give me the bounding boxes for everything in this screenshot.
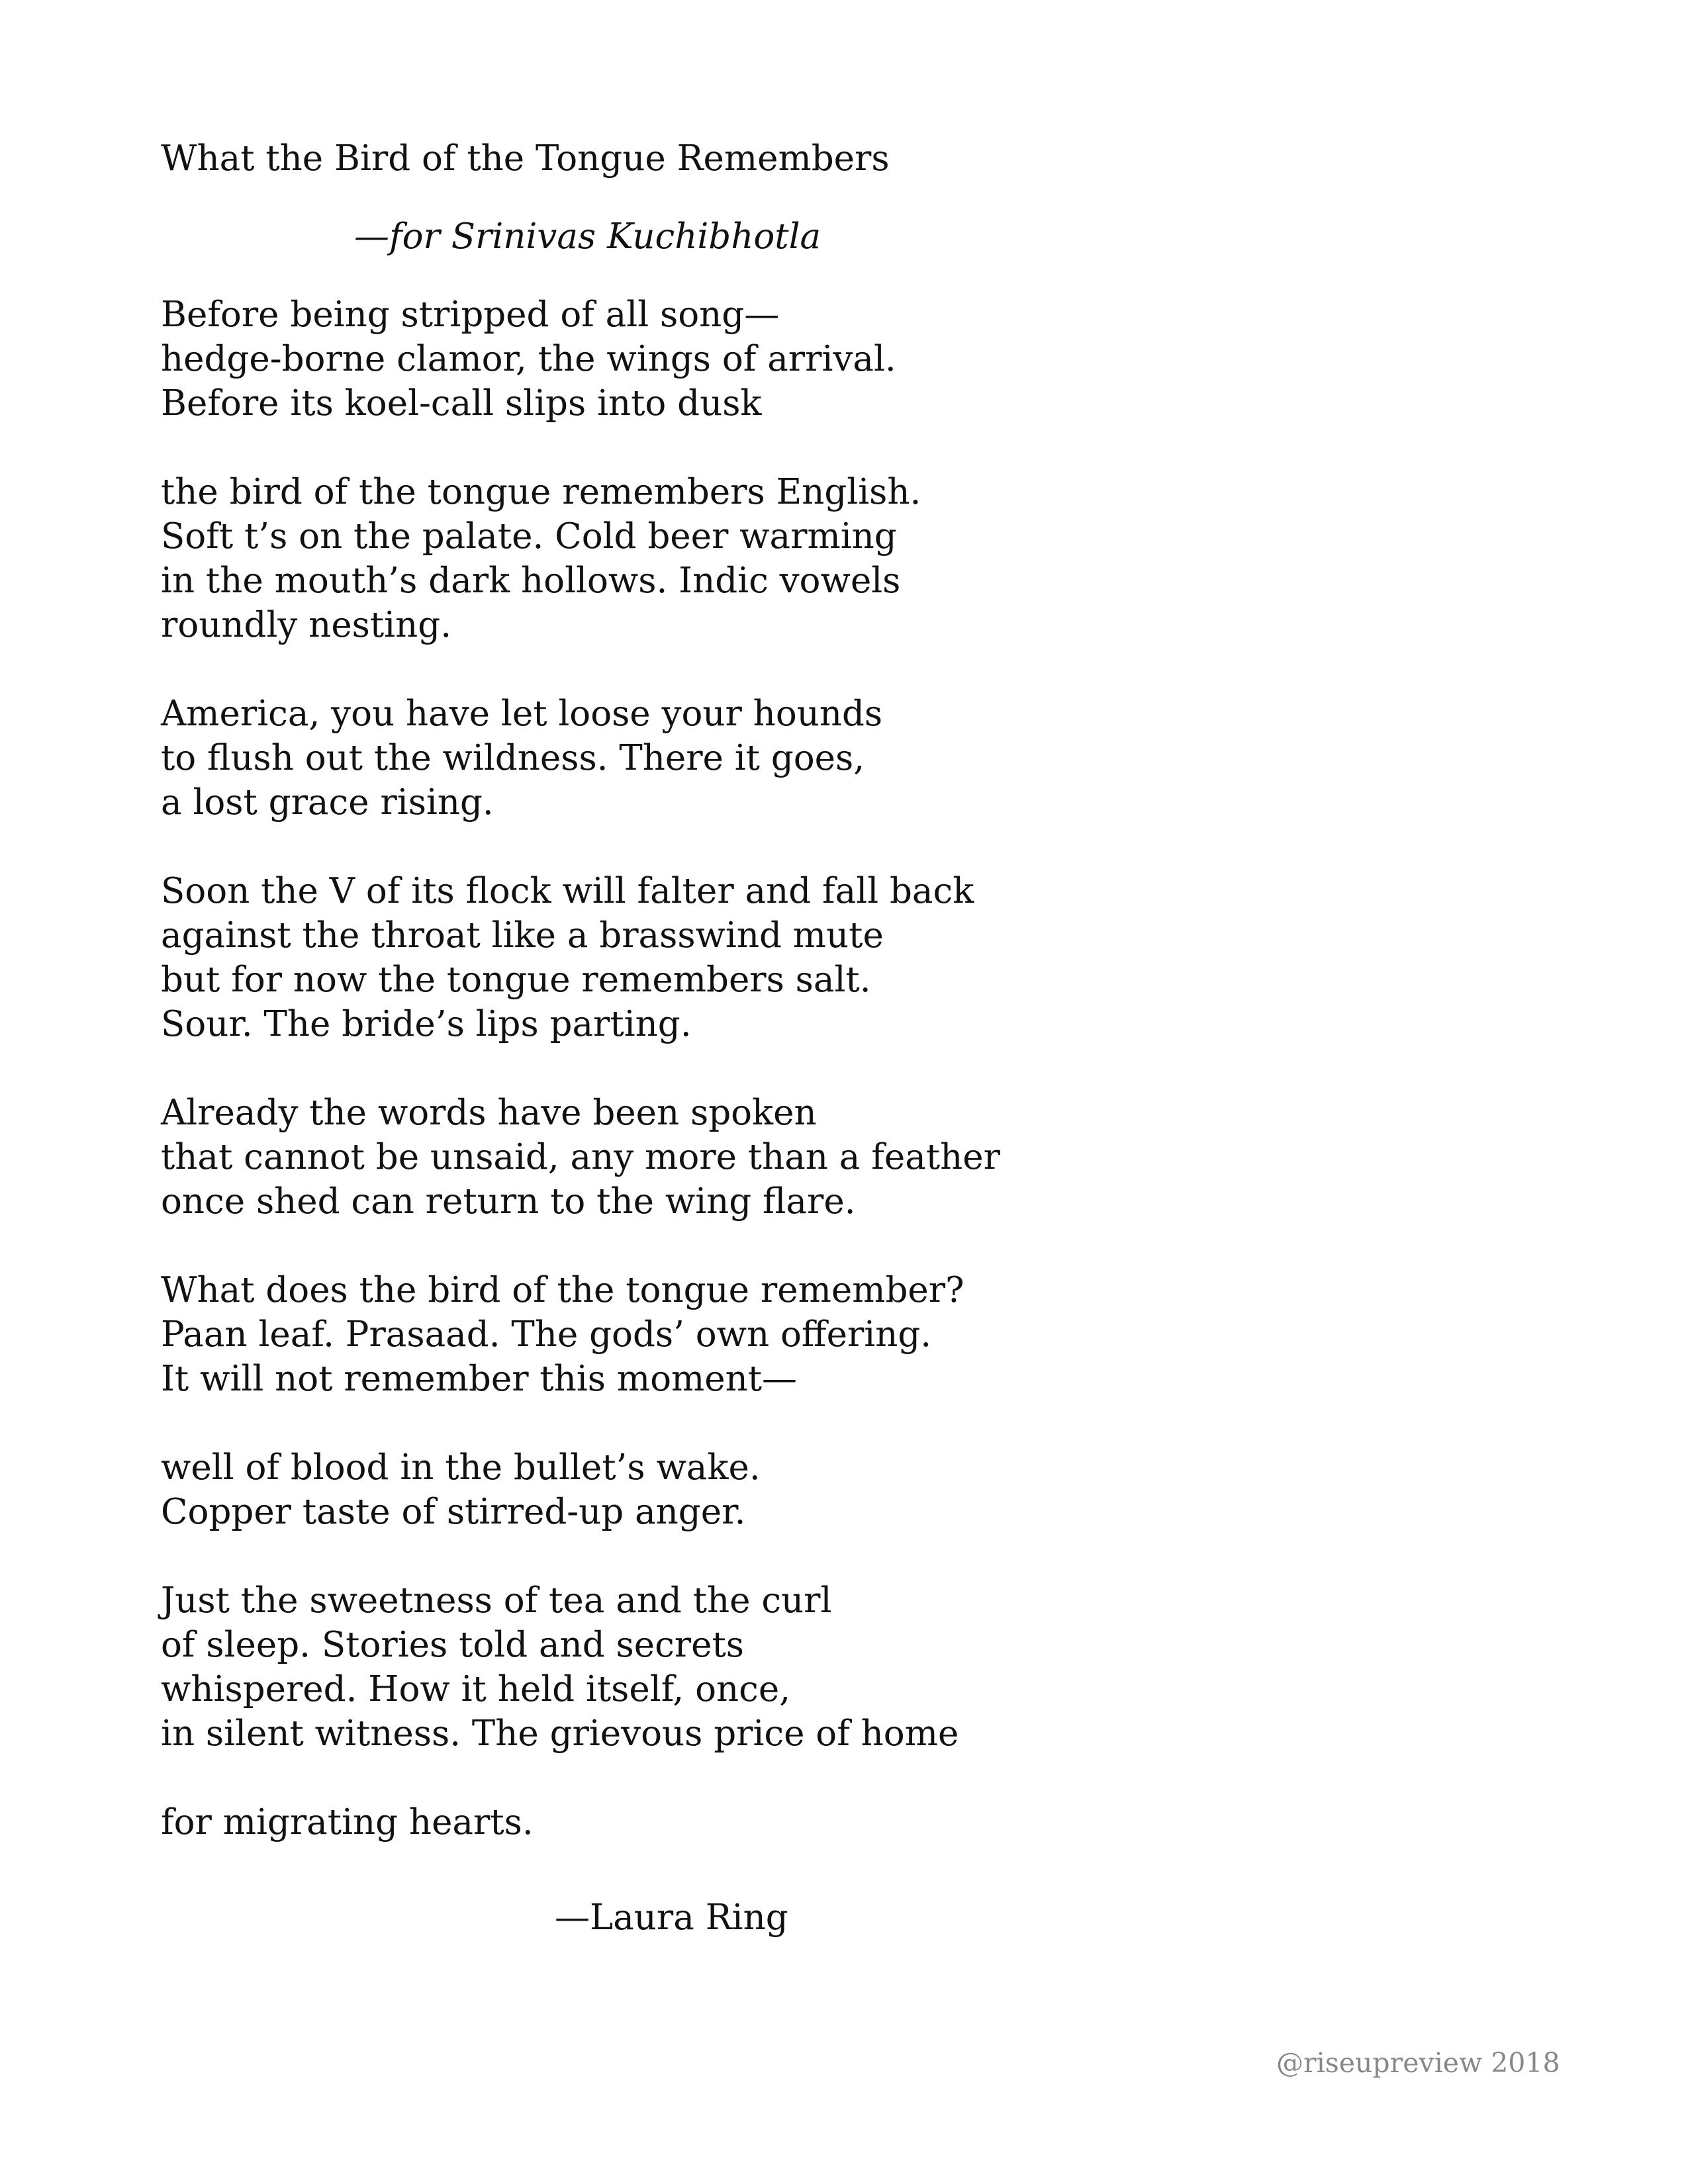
stanza: [161, 869, 1000, 1046]
stanza: [161, 1268, 1000, 1401]
stanza: [161, 1578, 1000, 1756]
poem-line: Sour. The bride’s lips parting.: [161, 1004, 692, 1044]
poem-line: roundly nesting.: [161, 605, 452, 645]
poem-line: but for now the tongue remembers salt.: [161, 960, 871, 1000]
stanza: [161, 1445, 1000, 1534]
poem-line: well of blood in the bullet’s wake.: [161, 1447, 761, 1488]
poem-line: Paan leaf. Prasaad. The gods’ own offering.: [161, 1314, 932, 1355]
poem-line: Already the words have been spoken: [161, 1093, 817, 1133]
poem-line: hedge-borne clamor, the wings of arrival.: [161, 339, 896, 379]
poem-line: Before its koel-call slips into dusk: [161, 383, 762, 424]
poem-line: against the throat like a brasswind mute: [161, 915, 884, 956]
poem-line: in silent witness. The grievous price of home: [161, 1713, 959, 1754]
poem-line: a lost grace rising.: [161, 782, 494, 823]
stanza: [161, 293, 1000, 426]
poem-line: whispered. How it held itself, once,: [161, 1669, 791, 1709]
poem-line: for migrating hearts.: [161, 1802, 534, 1843]
copyright-footer: @riseupreview 2018: [1276, 2047, 1560, 2079]
poem-line: in the mouth’s dark hollows. Indic vowels: [161, 561, 901, 601]
poem-author: —Laura Ring: [555, 1897, 788, 1938]
stanza: [161, 692, 1000, 825]
poem-line: Soft t’s on the palate. Cold beer warming: [161, 516, 897, 557]
poem-line: of sleep. Stories told and secrets: [161, 1625, 744, 1665]
poem-line: that cannot be unsaid, any more than a feather: [161, 1137, 1000, 1177]
stanza: [161, 470, 1000, 647]
poem-body: [161, 293, 1000, 1889]
stanza: [161, 1091, 1000, 1224]
poem-line: the bird of the tongue remembers English.: [161, 472, 921, 512]
poem-line: It will not remember this moment—: [161, 1359, 798, 1399]
poem-title: What the Bird of the Tongue Remembers: [161, 138, 890, 179]
poem-line: once shed can return to the wing flare.: [161, 1181, 856, 1222]
poem-line: What does the bird of the tongue remember?: [161, 1270, 964, 1310]
stanza: [161, 1800, 1000, 1844]
poem-line: to flush out the wildness. There it goes,: [161, 738, 865, 778]
poem-line: America, you have let loose your hounds: [161, 694, 883, 734]
poem-line: Before being stripped of all song—: [161, 295, 780, 335]
poem-line: Copper taste of stirred-up anger.: [161, 1492, 746, 1532]
poem-line: Just the sweetness of tea and the curl: [161, 1580, 832, 1621]
poem-dedication: —for Srinivas Kuchibhotla: [354, 216, 821, 257]
poem-line: Soon the V of its flock will falter and fall back: [161, 871, 974, 911]
